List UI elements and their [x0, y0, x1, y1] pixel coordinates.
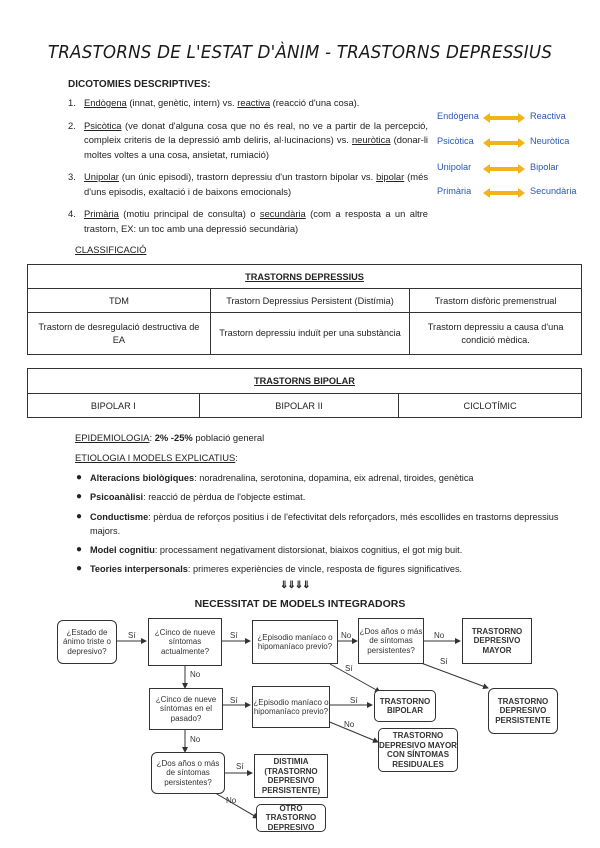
- list-item: ● Alteracions biològiques: noradrenalina, serotonina, dopamina, eix adrenal, tiroides, genètica: [76, 472, 474, 483]
- list-item: ● Model cognitiu: processament negativament distorsionat, biaixos cognitius, el got mig buit.: [76, 544, 463, 555]
- table-cell: Trastorn de desregulació destructiva de EA: [28, 313, 211, 355]
- no-label: No: [190, 735, 201, 744]
- table-title: TRASTORNS BIPOLAR: [28, 369, 582, 394]
- table-title: TRASTORNS DEPRESSIUS: [28, 265, 582, 289]
- yes-label: Sí: [236, 762, 244, 771]
- flowchart-result: TRASTORNO DEPRESIVO MAYOR CON SÍNTOMAS RESIDUALES: [378, 728, 458, 772]
- list-item: 4. Primària (motiu principal de consulta) o secundària (com a resposta a un altre trastorn, EX: un toc amb una depressió secundària): [68, 208, 428, 234]
- dichotomy-pair: Unipolar Bipolar: [437, 162, 559, 172]
- no-label: No: [190, 670, 201, 679]
- yes-label: Sí: [230, 631, 238, 640]
- classificacio-heading: CLASSIFICACIÓ: [75, 244, 147, 255]
- flowchart-result: TRASTORNO DEPRESIVO PERSISTENTE: [488, 688, 558, 734]
- flowchart-question: ¿Cinco de nueve síntomas en el pasado?: [149, 688, 223, 730]
- list-item: ● Conductisme: pèrdua de reforços positius i de l'efectivitat dels reforçadors, més escollides en trastorns depressius majors.: [76, 511, 559, 536]
- table-cell: Trastorn depressiu a causa d'una condició mèdica.: [410, 313, 582, 355]
- flowchart-question: ¿Episodio maníaco o hipomaníaco previo?: [252, 686, 330, 728]
- no-label: No: [341, 631, 352, 640]
- dichotomy-pair: Primària Secundària: [437, 186, 577, 196]
- list-item: ● Psicoanàlisi: reacció de pèrdua de l'objecte estimat.: [76, 491, 306, 502]
- dichotomy-pair: Endògena Reactiva: [437, 111, 566, 121]
- list-item: 1. Endògena (innat, genètic, intern) vs. reactiva (reacció d'una cosa).: [68, 97, 360, 108]
- flowchart-question: ¿Cinco de nueve síntomas actualmente?: [148, 618, 222, 666]
- table-cell: Trastorn disfòric premenstrual: [410, 289, 582, 313]
- no-label: No: [226, 796, 237, 805]
- flowchart-result: OTRO TRASTORNO DEPRESIVO: [256, 804, 326, 832]
- flowchart-result: TRASTORNO BIPOLAR: [374, 690, 436, 722]
- table-cell: TDM: [28, 289, 211, 313]
- list-item: ● Teories interpersonals: primeres experiències de vincle, resposta de figures significatives.: [76, 563, 463, 574]
- yes-label: Sí: [350, 696, 358, 705]
- down-arrows-icon: ⇓⇓⇓⇓: [280, 580, 310, 591]
- yes-label: Sí: [230, 696, 238, 705]
- flowchart-question: ¿Dos años o más de síntomas persistentes?: [151, 752, 225, 794]
- list-item: 3. Unipolar (un únic episodi), trastorn depressiu d'un trastorn bipolar vs. bipolar (més d'uns episodis, exaltació i de baixons emocionals): [68, 171, 429, 197]
- no-label: No: [434, 631, 445, 640]
- table-cell: Trastorn depressiu induït per una substància: [210, 313, 409, 355]
- dichotomy-pair: Psicòtica Neuròtica: [437, 136, 570, 146]
- flowchart-result: TRASTORNO DEPRESIVO MAYOR: [462, 618, 532, 664]
- list-item: 2. Psicòtica (ve donat d'alguna cosa que no és real, no ve a partir de la percepció, compleix criteris de la depressió amb deliris, al·lucinacions) vs. neuròtica (donar-li moltes voltes a una cosa, ansietat, rumiació): [68, 119, 429, 160]
- etiologia-heading: ETIOLOGIA I MODELS EXPLICATIUS:: [75, 452, 238, 463]
- yes-label: Sí: [440, 657, 448, 666]
- table-cell: Trastorn Depressius Persistent (Distímia): [210, 289, 409, 313]
- yes-label: Sí: [345, 664, 353, 673]
- no-label: No: [344, 720, 355, 729]
- flowchart-result: DISTIMIA (TRASTORNO DEPRESIVO PERSISTENTE): [254, 754, 328, 798]
- flowchart-question: ¿Episodio maníaco o hipomaníaco previo?: [252, 620, 338, 664]
- table-cell: CICLOTÍMIC: [399, 394, 582, 418]
- page-title: TRASTORNS DE L'ESTAT D'ÀNIM - TRASTORNS DEPRESSIUS: [47, 42, 553, 63]
- flowchart-question: ¿Dos años o más de síntomas persistentes?: [358, 618, 424, 664]
- table-cell: BIPOLAR II: [199, 394, 398, 418]
- section-heading: NECESSITAT DE MODELS INTEGRADORS: [194, 598, 406, 610]
- epidemiologia: EPIDEMIOLOGIA: 2% -25% població general: [75, 432, 265, 443]
- yes-label: Sí: [128, 631, 136, 640]
- table-cell: BIPOLAR I: [28, 394, 200, 418]
- dicotomies-heading: DICOTOMIES DESCRIPTIVES:: [68, 79, 211, 90]
- flowchart-question: ¿Estado de ánimo triste o depresivo?: [57, 620, 117, 664]
